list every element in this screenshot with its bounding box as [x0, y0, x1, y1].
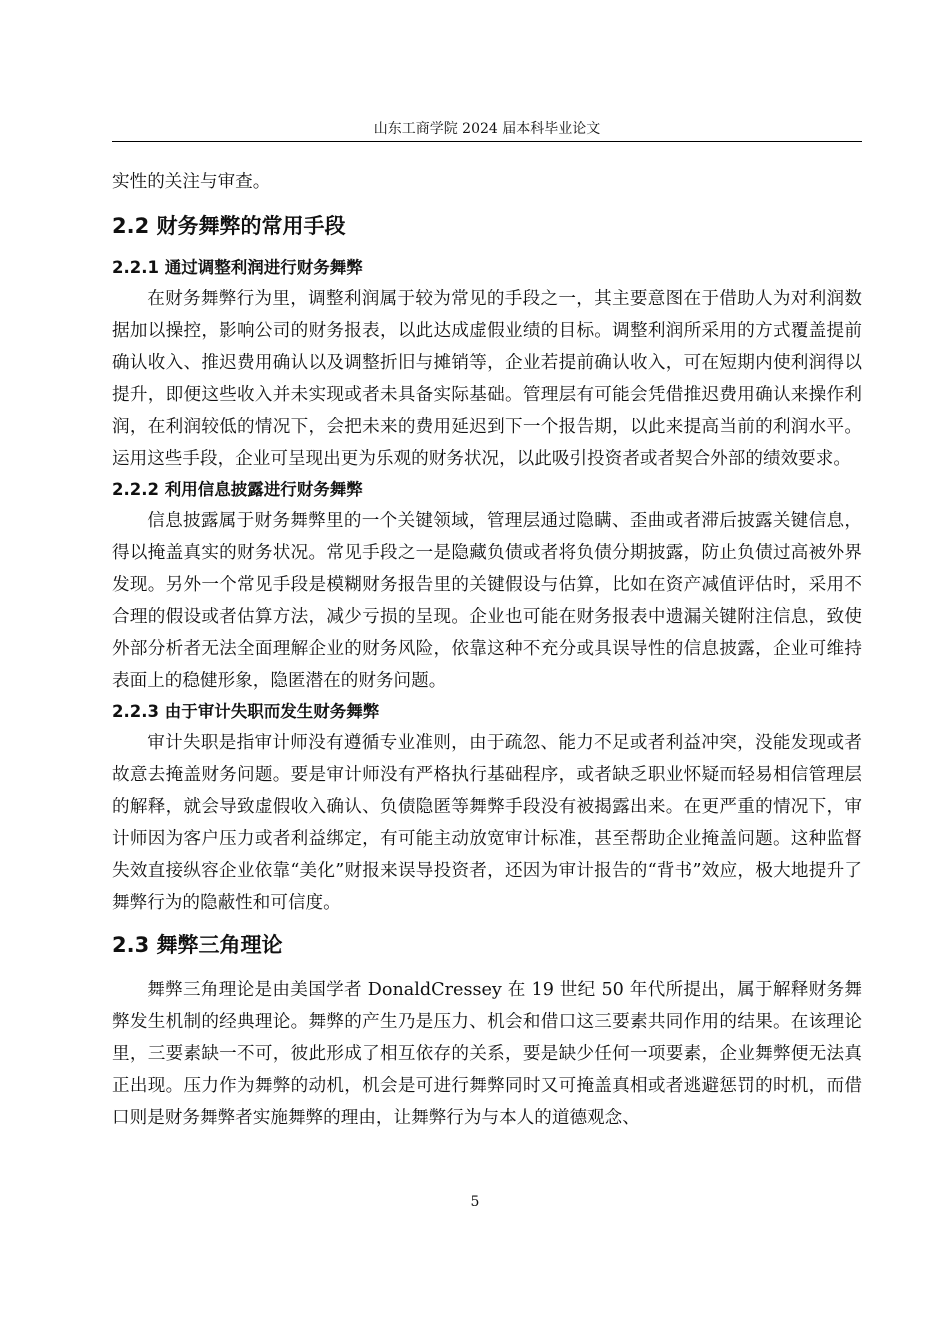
- paragraph-2-2-3: 审计失职是指审计师没有遵循专业准则，由于疏忽、能力不足或者利益冲突，没能发现或者故意去掩盖财务问题。要是审计师没有严格执行基础程序，或者缺乏职业怀疑而轻易相信管理层的解释，就会导致虚假收入确认、负债隐匿等舞弊手段没有被揭露出来。在更严重的情况下，审计师因为客户压力或者利益绑定，有可能主动放宽审计标准，甚至帮助企业掩盖问题。这种监督失效直接纵容企业依靠“美化”财报来误导投资者，还因为审计报告的“背书”效应，极大地提升了舞弊行为的隐蔽性和可信度。: [112, 733, 862, 913]
- subsection-heading-2-2-3: 2.2.3 由于审计失职而发生财务舞弊: [112, 702, 380, 721]
- section-heading-2-3: 2.3 舞弊三角理论: [112, 933, 283, 957]
- paragraph-2-2-2: 信息披露属于财务舞弊里的一个关键领域，管理层通过隐瞒、歪曲或者滞后披露关键信息，得以掩盖真实的财务状况。常见手段之一是隐藏负债或者将负债分期披露，防止负债过高被外界发现。另外一个常见手段是模糊财务报告里的关键假设与估算，比如在资产减值评估时，采用不合理的假设或者估算方法，减少亏损的呈现。企业也可能在财务报表中遗漏关键附注信息，致使外部分析者无法全面理解企业的财务风险，依靠这种不充分或具误导性的信息披露，企业可维持表面上的稳健形象，隐匿潜在的财务问题。: [112, 511, 862, 691]
- page-body: [112, 166, 862, 1134]
- subsection-heading-2-2-1: 2.2.1 通过调整利润进行财务舞弊: [112, 258, 363, 277]
- continued-paragraph: 实性的关注与审查。: [112, 172, 271, 192]
- paragraph-2-3: 舞弊三角理论是由美国学者 DonaldCressey 在 19 世纪 50 年代所提出，属于解释财务舞弊发生机制的经典理论。舞弊的产生乃是压力、机会和借口这三要素共同作用的结果。在该理论里，三要素缺一不可，彼此形成了相互依存的关系，要是缺少任何一项要素，企业舞弊便无法真正出现。压力作为舞弊的动机，机会是可进行舞弊同时又可掩盖真相或者逃避惩罚的时机，而借口则是财务舞弊者实施舞弊的理由，让舞弊行为与本人的道德观念、: [112, 980, 862, 1128]
- subsection-heading-2-2-2: 2.2.2 利用信息披露进行财务舞弊: [112, 480, 363, 499]
- header-divider: [112, 141, 862, 142]
- running-header: 山东工商学院 2024 届本科毕业论文: [373, 121, 601, 137]
- page-number: 5: [470, 1194, 480, 1210]
- paragraph-2-2-1: 在财务舞弊行为里，调整利润属于较为常见的手段之一，其主要意图在于借助人为对利润数据加以操控，影响公司的财务报表，以此达成虚假业绩的目标。调整利润所采用的方式覆盖提前确认收入、推迟费用确认以及调整折旧与摊销等，企业若提前确认收入，可在短期内使利润得以提升，即便这些收入并未实现或者未具备实际基础。管理层有可能会凭借推迟费用确认来操作利润，在利润较低的情况下，会把未来的费用延迟到下一个报告期，以此来提高当前的利润水平。运用这些手段，企业可呈现出更为乐观的财务状况，以此吸引投资者或者契合外部的绩效要求。: [112, 289, 862, 469]
- section-heading-2-2: 2.2 财务舞弊的常用手段: [112, 214, 346, 238]
